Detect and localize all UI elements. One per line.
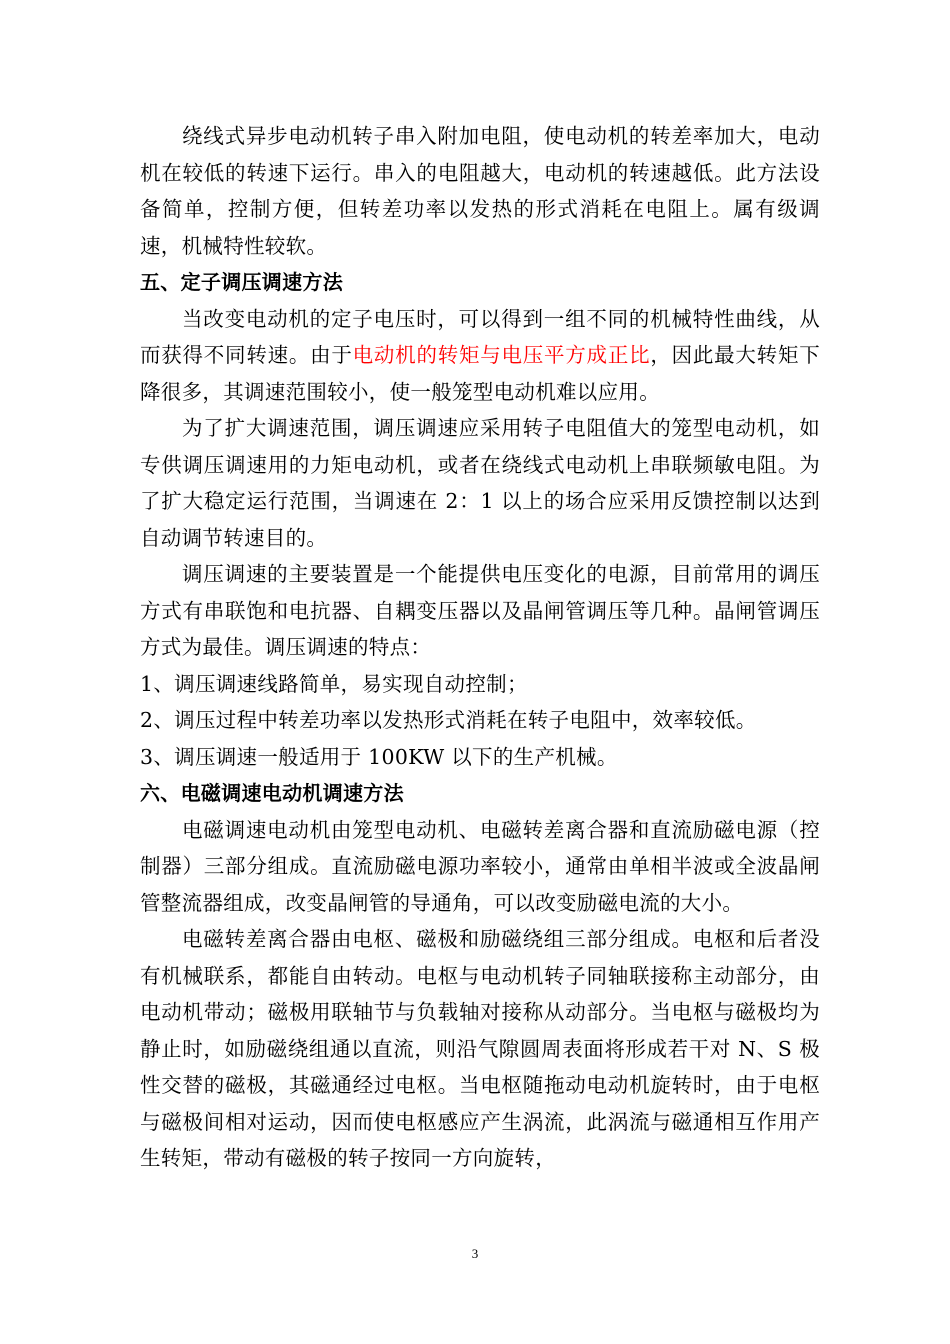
highlighted-text: 电动机的转矩与电压平方成正比	[352, 343, 651, 367]
section-heading-5: 五、定子调压调速方法	[140, 270, 343, 294]
paragraph	[140, 301, 820, 411]
paragraph-text: ，因此最大转矩下降很多，其调速范围较小，使一般笼型电动机难以应用。	[140, 343, 821, 404]
paragraph: 电磁调速电动机由笼型电动机、电磁转差离合器和直流励磁电源（控制器）三部分组成。直流励磁电源功率较小，通常由单相半波或全波晶闸管整流器组成，改变晶闸管的导通角，可以改变励磁电流的大小。	[140, 817, 820, 915]
paragraph: 绕线式异步电动机转子串入附加电阻，使电动机的转差率加大，电动机在较低的转速下运行。串入的电阻越大，电动机的转速越低。此方法设备简单，控制方便，但转差功率以发热的形式消耗在电阻上。属有级调速，机械特性较软。	[140, 124, 820, 258]
paragraph: 为了扩大调速范围，调压调速应采用转子电阻值大的笼型电动机，如专供调压调速用的力矩电动机，或者在绕线式电动机上串联频敏电阻。为了扩大稳定运行范围，当调速在 2：1 以上的场合应采用反馈控制以达到自动调节转速目的。	[140, 416, 820, 550]
section-heading-6: 六、电磁调速电动机调速方法	[140, 781, 404, 805]
body-text	[140, 118, 820, 1177]
paragraph-text: 当改变电动机的定子电压时，可以得到一组不同的机械特性曲线，从而获得不同转速。由于	[140, 306, 820, 367]
list-item: 1、调压调速线路简单，易实现自动控制；	[140, 671, 528, 696]
paragraph: 调压调速的主要装置是一个能提供电压变化的电源，目前常用的调压方式有串联饱和电抗器、自耦变压器以及晶闸管调压等几种。晶闸管调压方式为最佳。调压调速的特点：	[140, 562, 820, 659]
page-number: 3	[471, 1246, 479, 1261]
paragraph: 电磁转差离合器由电枢、磁极和励磁绕组三部分组成。电枢和后者没有机械联系，都能自由转动。电枢与电动机转子同轴联接称主动部分，由电动机带动；磁极用联轴节与负载轴对接称从动部分。当电枢与磁极均为静止时，如励磁绕组通以直流，则沿气隙圆周表面将形成若干对 N、S 极性交替的磁极，其磁通经过电枢。当电枢随拖动电动机旋转时，由于电枢与磁极间相对运动，因而使电枢感应产生涡流，此涡流与磁通相互作用产生转矩，带动有磁极的转子按同一方向旋转，	[140, 927, 820, 1170]
list-item: 2、调压过程中转差功率以发热形式消耗在转子电阻中，效率较低。	[140, 708, 757, 732]
list-item: 3、调压调速一般适用于 100KW 以下的生产机械。	[140, 744, 618, 769]
